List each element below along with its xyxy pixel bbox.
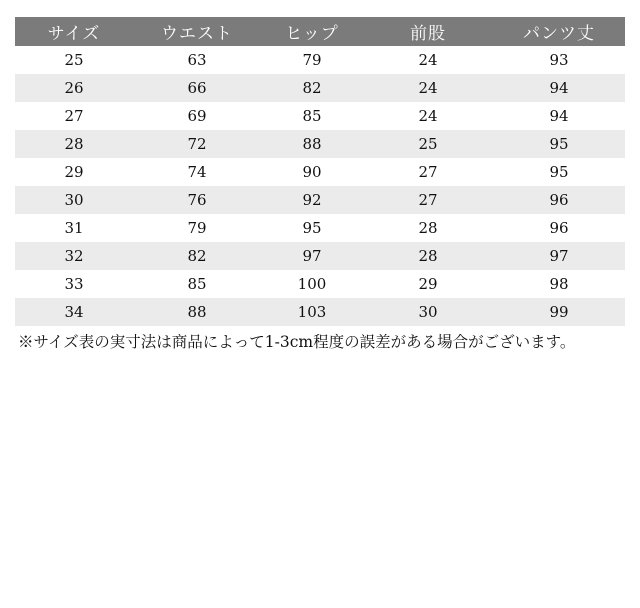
cell-front-rise: 28 [418,219,438,237]
cell-front-rise: 30 [363,298,493,326]
cell-size: 25 [64,51,84,69]
cell-pants-length: 98 [549,275,569,293]
header-front-rise: 前股 [363,17,493,46]
cell-hip: 85 [302,107,322,125]
cell-size: 29 [64,163,84,181]
cell-size: 32 [15,242,133,270]
cell-waist: 82 [133,242,261,270]
cell-pants-length: 94 [549,107,569,125]
cell-pants-length: 94 [493,74,625,102]
cell-pants-length: 95 [549,163,569,181]
cell-hip: 100 [297,275,327,293]
header-waist: ウエスト [133,17,261,46]
table-row [15,186,625,214]
cell-front-rise: 25 [363,130,493,158]
table-header-row [15,17,625,46]
cell-waist: 76 [133,186,261,214]
header-pants-length: パンツ丈 [493,17,625,46]
table-row [15,158,625,186]
cell-front-rise: 27 [363,186,493,214]
cell-waist: 63 [187,51,207,69]
cell-hip: 88 [261,130,363,158]
table-body [15,46,625,326]
header-hip: ヒップ [261,17,363,46]
cell-pants-length: 93 [549,51,569,69]
cell-waist: 74 [187,163,207,181]
table-row [15,102,625,130]
cell-size: 27 [64,107,84,125]
cell-size: 26 [15,74,133,102]
cell-hip: 90 [302,163,322,181]
cell-size: 30 [15,186,133,214]
cell-hip: 92 [261,186,363,214]
cell-front-rise: 28 [363,242,493,270]
cell-hip: 79 [302,51,322,69]
cell-front-rise: 24 [418,107,438,125]
cell-size: 31 [64,219,84,237]
cell-size: 28 [15,130,133,158]
size-table [15,17,625,326]
cell-hip: 82 [261,74,363,102]
cell-pants-length: 95 [493,130,625,158]
cell-waist: 88 [133,298,261,326]
table-row [15,74,625,102]
cell-waist: 72 [133,130,261,158]
cell-front-rise: 24 [363,74,493,102]
cell-pants-length: 99 [493,298,625,326]
table-row [15,214,625,242]
table-row [15,270,625,298]
cell-size: 34 [15,298,133,326]
cell-waist: 85 [187,275,207,293]
cell-hip: 103 [261,298,363,326]
table-row [15,298,625,326]
cell-waist: 66 [133,74,261,102]
cell-pants-length: 96 [549,219,569,237]
cell-hip: 97 [261,242,363,270]
cell-waist: 69 [187,107,207,125]
table-row [15,242,625,270]
table-row [15,130,625,158]
cell-front-rise: 24 [418,51,438,69]
cell-pants-length: 97 [493,242,625,270]
cell-front-rise: 29 [418,275,438,293]
size-note: ※サイズ表の実寸法は商品によって1-3cm程度の誤差がある場合がございます。 [18,333,576,351]
header-size: サイズ [15,17,133,46]
cell-front-rise: 27 [418,163,438,181]
cell-hip: 95 [302,219,322,237]
cell-pants-length: 96 [493,186,625,214]
cell-size: 33 [64,275,84,293]
cell-waist: 79 [187,219,207,237]
table-row [15,46,625,74]
